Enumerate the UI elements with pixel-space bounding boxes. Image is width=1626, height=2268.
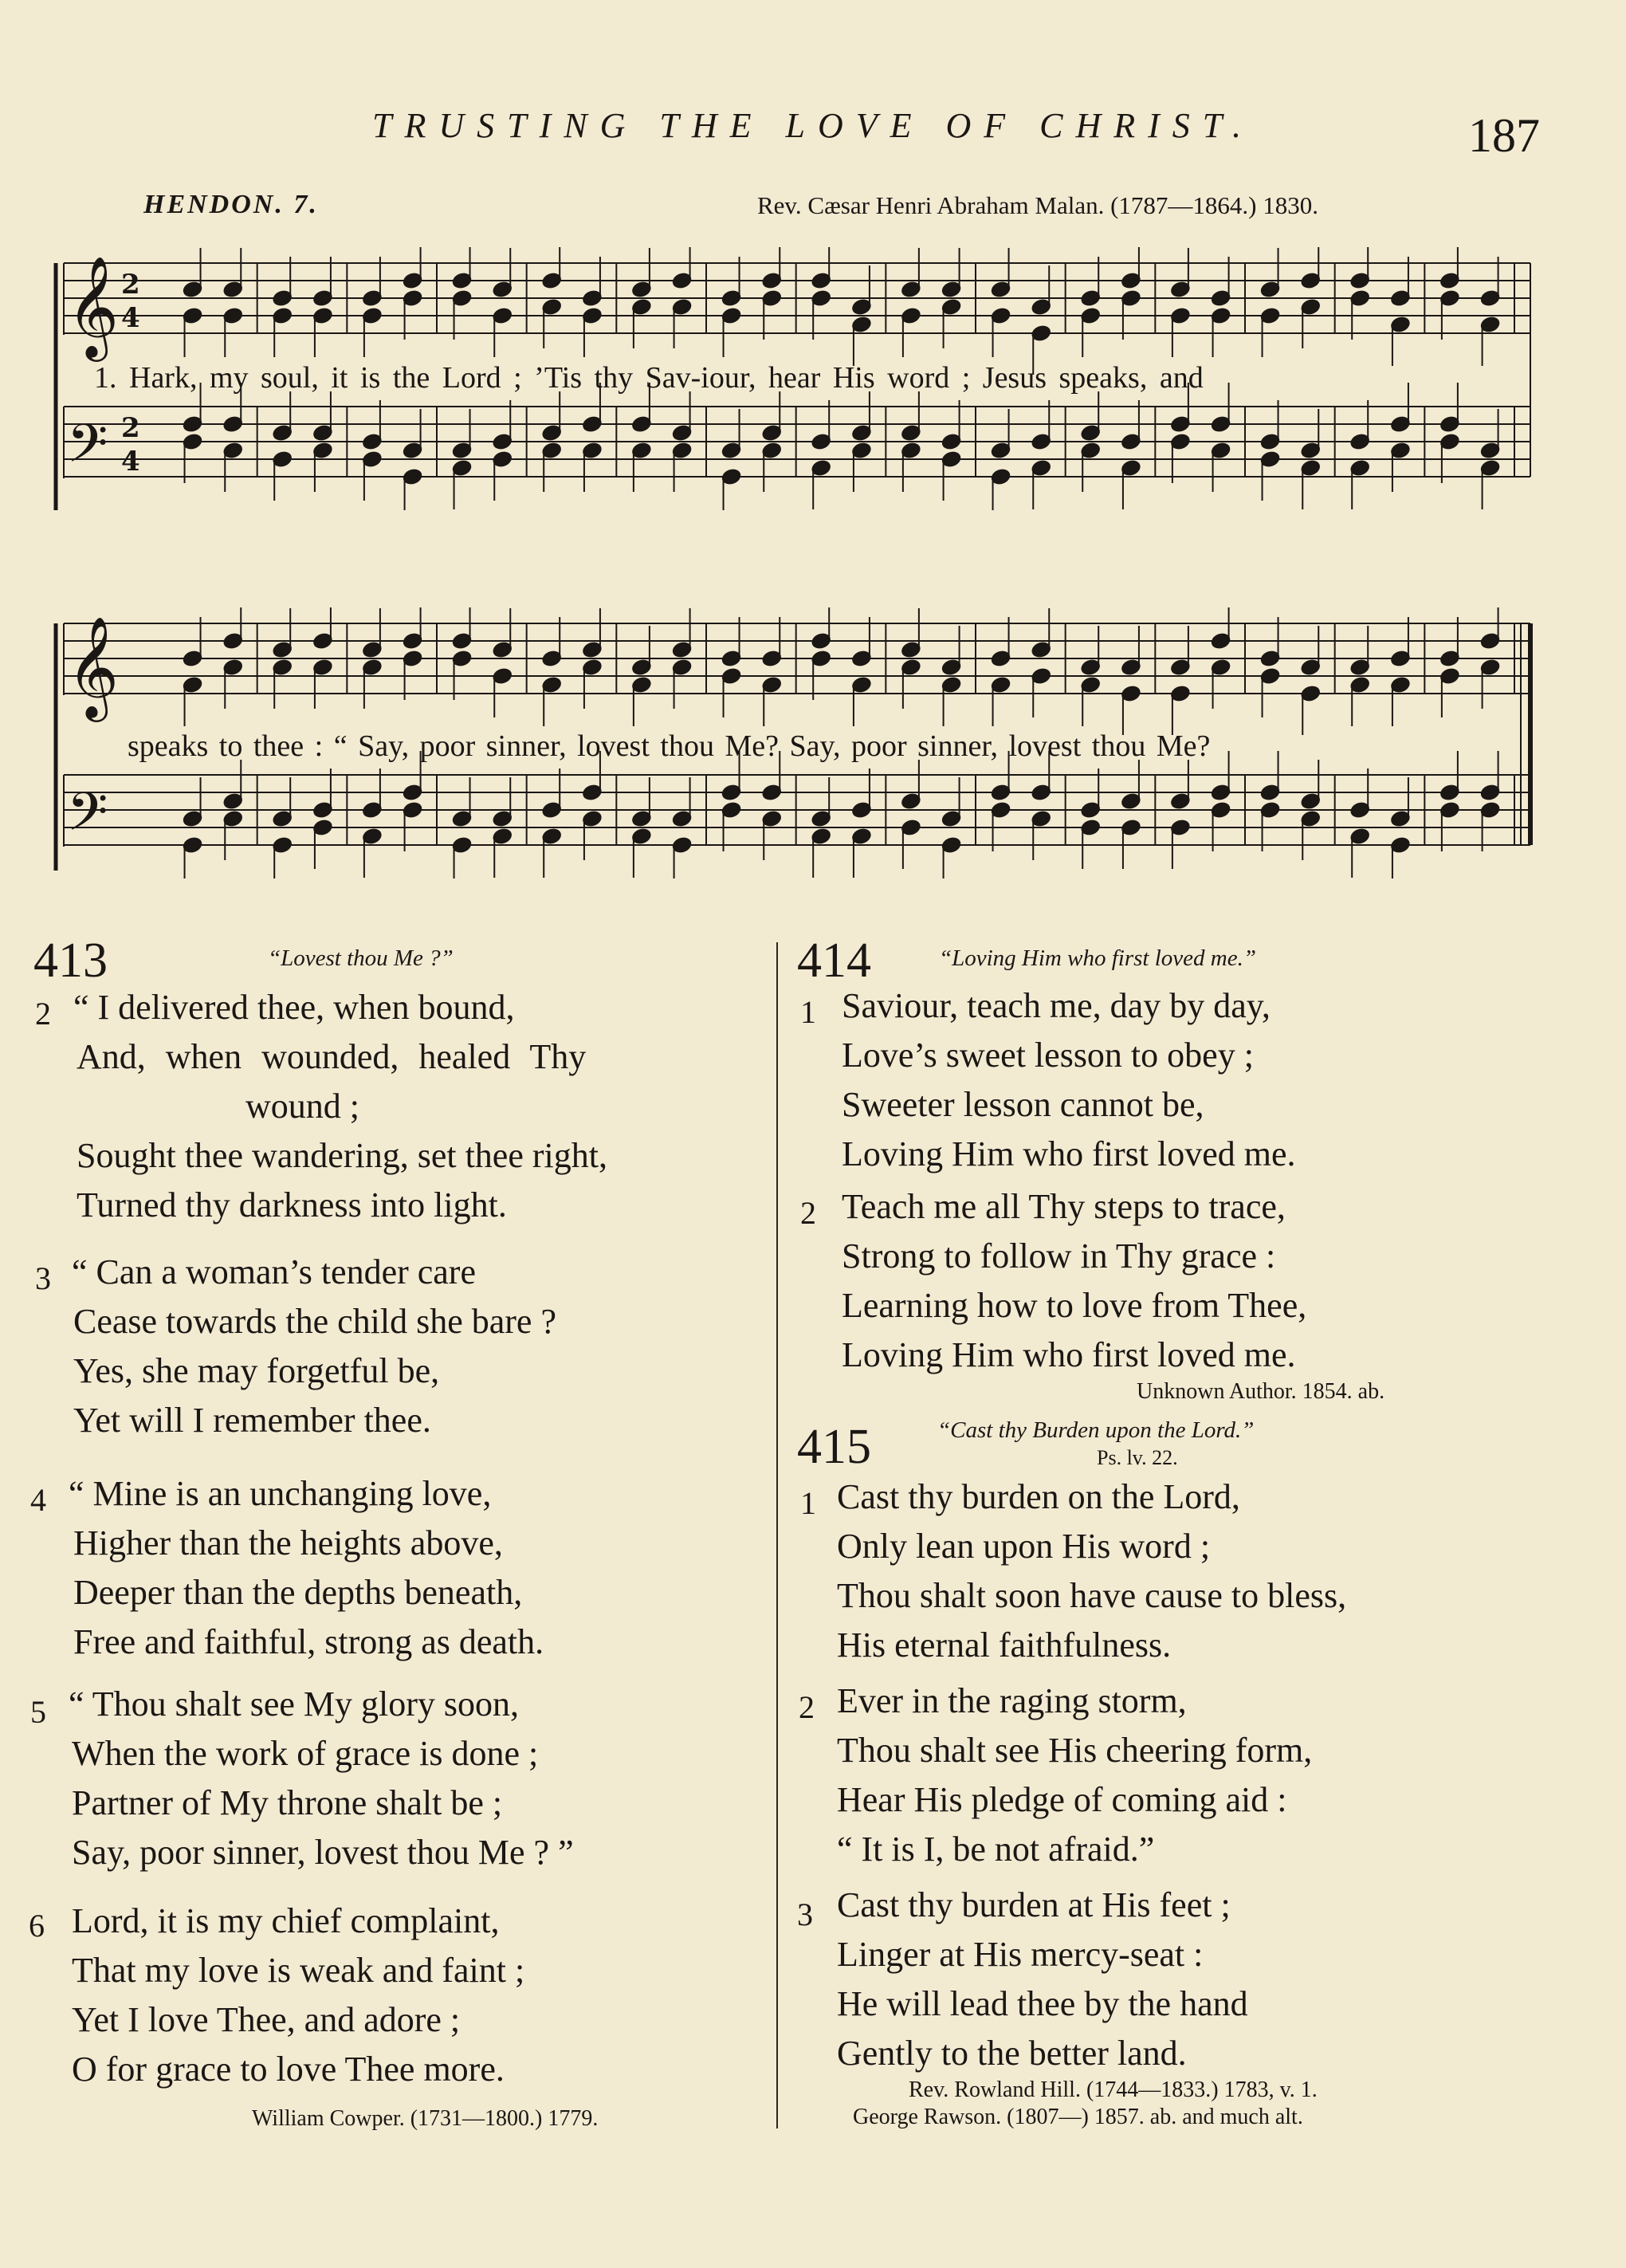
author-attribution: Unknown Author. 1854. ab.: [1137, 1379, 1385, 1404]
verse-line: Sweeter lesson cannot be,: [842, 1085, 1204, 1124]
verse-line: That my love is weak and faint ;: [72, 1951, 525, 1990]
verse-number: 1: [800, 994, 816, 1030]
hymn-title: “Cast thy Burden upon the Lord.”: [937, 1417, 1255, 1443]
verse-line: Yes, she may forgetful be,: [73, 1351, 440, 1390]
svg-text:𝄢: 𝄢: [67, 781, 108, 855]
verse-number: 5: [30, 1694, 46, 1730]
hymn-number: 413: [33, 934, 108, 988]
svg-text:2: 2: [121, 412, 140, 444]
verse-line: Only lean upon His word ;: [837, 1527, 1211, 1566]
verse-line: Strong to follow in Thy grace :: [842, 1236, 1276, 1276]
verse-line: Ever in the raging storm,: [837, 1681, 1187, 1720]
verse-number: 4: [30, 1482, 46, 1518]
hymn-number: 414: [797, 934, 871, 988]
svg-text:2: 2: [121, 269, 140, 301]
verse-line: “ Thou shalt see My glory soon,: [69, 1684, 520, 1724]
verse-line: Thou shalt soon have cause to bless,: [837, 1576, 1347, 1615]
verse-line: “ I delivered thee, when bound,: [73, 988, 515, 1027]
verse-line: Teach me all Thy steps to trace,: [842, 1187, 1286, 1226]
page-number: 187: [1468, 109, 1540, 162]
svg-text:𝄢: 𝄢: [67, 413, 108, 487]
verse-line: Cast thy burden on the Lord,: [837, 1477, 1240, 1516]
verse-line: When the work of grace is done ;: [72, 1734, 539, 1773]
lyric-line-1: 1. Hark, my soul, it is the Lord ; ’Tis thy Sav-iour, hear His word ; Jesus speaks, and: [94, 361, 1204, 395]
verse-number: 2: [799, 1689, 815, 1725]
author-attribution: William Cowper. (1731—1800.) 1779.: [252, 2106, 599, 2131]
lyric-line-2: speaks to thee : “ Say, poor sinner, lovest thou Me? Say, poor sinner, lovest thou Me?: [128, 729, 1211, 763]
verse-number: 3: [35, 1260, 51, 1296]
verse-line: “ It is I, be not afraid.”: [837, 1830, 1155, 1869]
verse-line: Higher than the heights above,: [73, 1523, 503, 1562]
verse-number: 2: [800, 1195, 816, 1231]
verse-line: Learning how to love from Thee,: [842, 1286, 1307, 1325]
verse-line: Deeper than the depths beneath,: [73, 1573, 523, 1612]
hymn-number: 415: [797, 1420, 871, 1474]
verse-line: Yet will I remember thee.: [73, 1401, 431, 1440]
verse-line: Cease towards the child she bare ?: [73, 1302, 556, 1341]
verse-line: wound ;: [245, 1087, 359, 1126]
running-header: TRUSTING THE LOVE OF CHRIST.: [371, 106, 1254, 145]
verse-line: Free and faithful, strong as death.: [73, 1622, 544, 1661]
verse-number: 1: [800, 1485, 816, 1521]
verse-line: Hear His pledge of coming aid :: [837, 1780, 1287, 1819]
verse-line: Lord, it is my chief complaint,: [72, 1901, 500, 1940]
tune-name: HENDON. 7.: [143, 190, 319, 219]
svg-text:4: 4: [121, 446, 140, 478]
verse-line: His eternal faithfulness.: [837, 1625, 1172, 1665]
scripture-reference: Ps. lv. 22.: [1097, 1446, 1178, 1469]
verse-line: Turned thy darkness into light.: [77, 1185, 507, 1224]
column-divider: [776, 942, 778, 2128]
verse-line: Sought thee wandering, set thee right,: [77, 1136, 607, 1175]
verse-line: Linger at His mercy-seat :: [837, 1935, 1204, 1974]
verse-line: Thou shalt see His cheering form,: [837, 1731, 1313, 1770]
hymn-title: “Loving Him who first loved me.”: [939, 945, 1256, 971]
verse-line: Yet I love Thee, and adore ;: [72, 2000, 461, 2039]
hymn-title: “Lovest thou Me ?”: [268, 945, 454, 971]
verse-line: “ Can a woman’s tender care: [72, 1252, 476, 1291]
verse-number: 6: [29, 1908, 45, 1944]
verse-line: Cast thy burden at His feet ;: [837, 1885, 1231, 1924]
verse-line: He will lead thee by the hand: [837, 1984, 1248, 2023]
verse-line: And, when wounded, healed Thy: [77, 1037, 587, 1076]
verse-line: Gently to the better land.: [837, 2034, 1187, 2073]
svg-text:4: 4: [121, 302, 140, 334]
author-attribution: Rev. Rowland Hill. (1744—1833.) 1783, v. 1.: [909, 2077, 1318, 2102]
composer-credit: Rev. Cæsar Henri Abraham Malan. (1787—1864.) 1830.: [757, 191, 1318, 219]
author-attribution: George Rawson. (1807—) 1857. ab. and much alt.: [853, 2105, 1303, 2129]
verse-line: Say, poor sinner, lovest thou Me ? ”: [72, 1833, 574, 1872]
svg-text:𝄞: 𝄞: [67, 255, 120, 357]
verse-number: 2: [35, 996, 51, 1032]
verse-line: Loving Him who first loved me.: [842, 1335, 1296, 1374]
verse-line: O for grace to love Thee more.: [72, 2050, 505, 2089]
verse-line: Partner of My throne shalt be ;: [72, 1783, 503, 1822]
verse-line: “ Mine is an unchanging love,: [69, 1474, 492, 1513]
verse-line: Loving Him who first loved me.: [842, 1134, 1296, 1173]
svg-text:𝄞: 𝄞: [67, 615, 120, 717]
verse-number: 3: [797, 1897, 813, 1932]
verse-line: Love’s sweet lesson to obey ;: [842, 1036, 1254, 1075]
verse-line: Saviour, teach me, day by day,: [842, 986, 1271, 1025]
